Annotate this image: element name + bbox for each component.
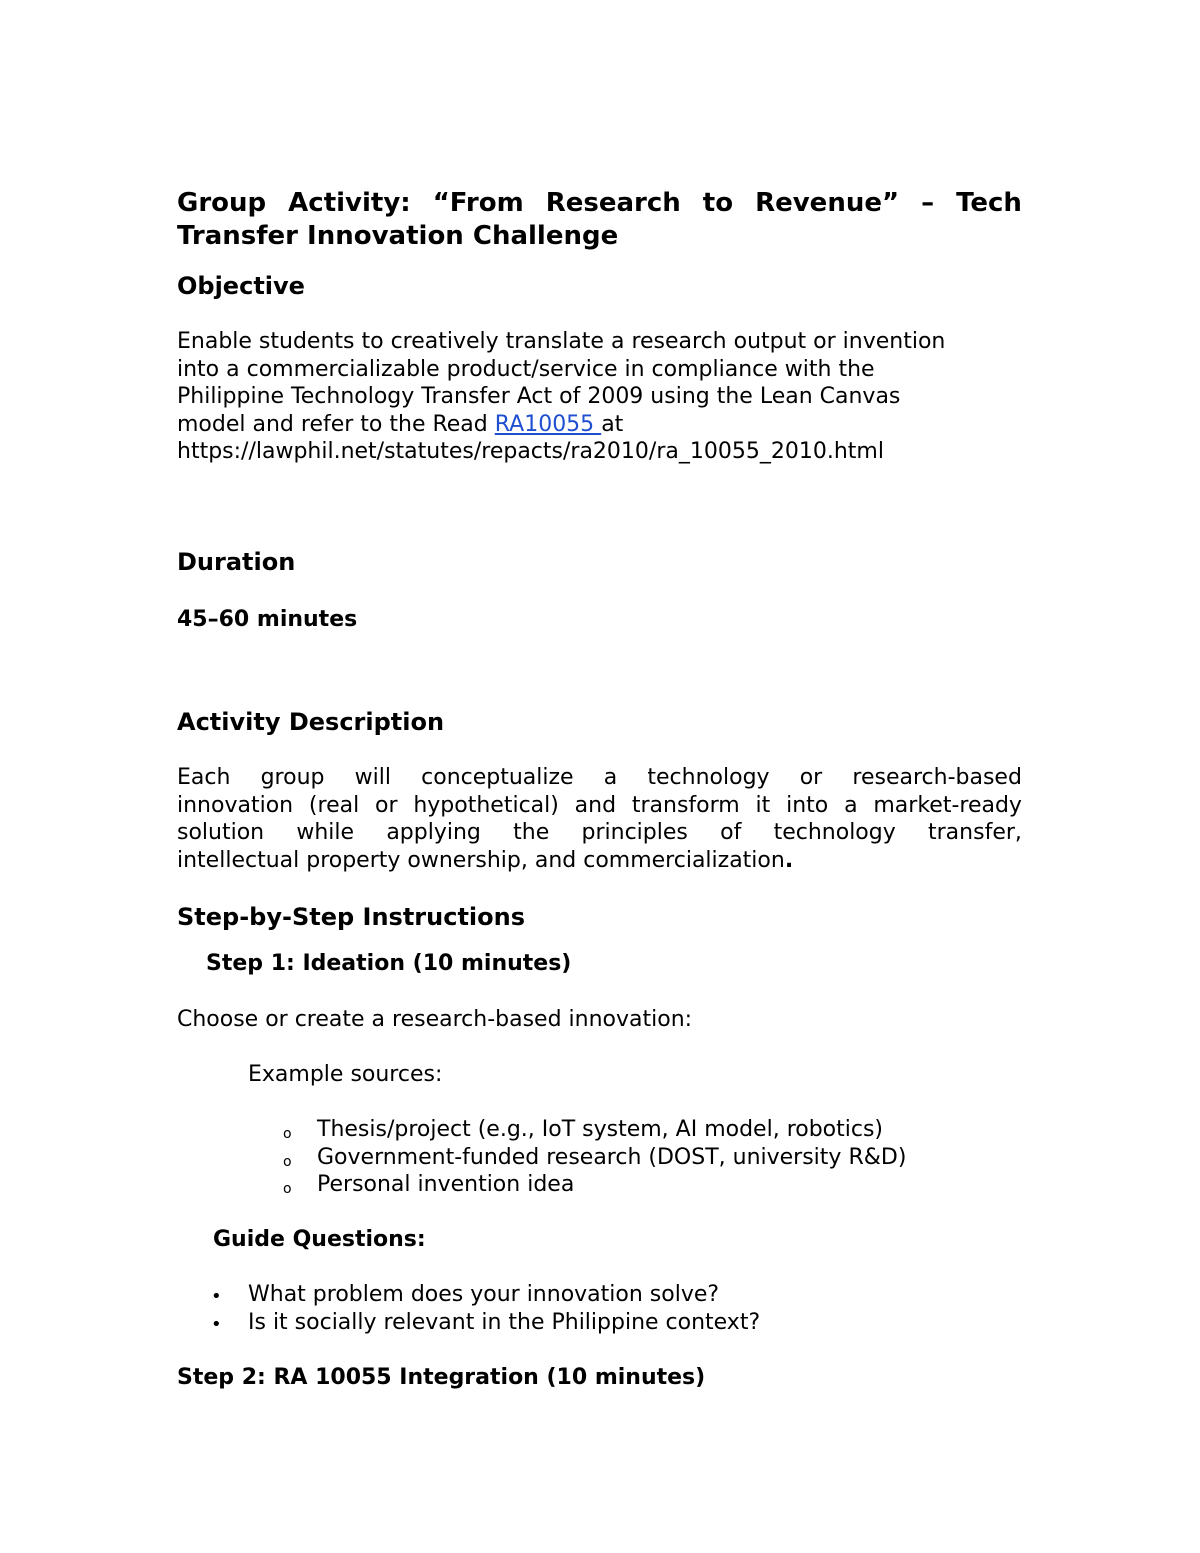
objective-line bbox=[177, 411, 945, 439]
activity-word: (real bbox=[308, 792, 360, 818]
step1-intro: Choose or create a research-based innovation: bbox=[177, 1007, 693, 1032]
title-word: Group bbox=[177, 188, 267, 218]
activity-word: technology bbox=[773, 820, 896, 846]
question-text: What problem does your innovation solve? bbox=[248, 1282, 720, 1307]
activity-word: research-based bbox=[852, 765, 1022, 790]
activity-word: hypothetical) bbox=[413, 792, 559, 818]
activity-word: while bbox=[296, 820, 355, 846]
activity-word: market-ready bbox=[873, 792, 1022, 818]
objective-line-text: at bbox=[601, 411, 624, 437]
activity-word: transform bbox=[631, 792, 740, 818]
objective-line-text: model and refer to the Read bbox=[177, 411, 495, 437]
document-title bbox=[177, 187, 1022, 253]
title-word: “From bbox=[432, 188, 524, 218]
circle-bullet-icon: o bbox=[283, 1154, 292, 1170]
activity-word: of bbox=[720, 820, 742, 846]
title-word: Research bbox=[545, 188, 681, 218]
activity-word: conceptualize bbox=[421, 765, 574, 790]
activity-word: it bbox=[755, 792, 771, 818]
activity-word: or bbox=[375, 792, 398, 818]
objective-line: into a commercializable product/service in compliance with the bbox=[177, 356, 875, 382]
guide-questions-heading: Guide Questions: bbox=[213, 1227, 426, 1252]
duration-heading: Duration bbox=[177, 548, 296, 576]
activity-heading: Activity Description bbox=[177, 708, 445, 736]
activity-line bbox=[177, 764, 1022, 792]
source-item-text: Government-funded research (DOST, university R&D) bbox=[317, 1145, 907, 1170]
title-word: Revenue” bbox=[755, 188, 900, 218]
steps-heading: Step-by-Step Instructions bbox=[177, 903, 526, 931]
objective-url: https://lawphil.net/statutes/repacts/ra2010/ra_10055_2010.html bbox=[177, 439, 884, 465]
dot-bullet-icon: • bbox=[211, 1314, 222, 1335]
activity-word: a bbox=[603, 765, 618, 790]
activity-word: principles bbox=[581, 820, 688, 846]
title-word: Activity: bbox=[288, 188, 411, 218]
activity-word: into bbox=[786, 792, 829, 818]
step2-heading: Step 2: RA 10055 Integration (10 minutes) bbox=[177, 1365, 706, 1390]
step1-heading: Step 1: Ideation (10 minutes) bbox=[206, 951, 572, 976]
activity-line-period: . bbox=[784, 847, 794, 873]
objective-text bbox=[177, 328, 945, 466]
ra10055-link[interactable]: RA10055 bbox=[494, 411, 602, 437]
activity-word: the bbox=[513, 820, 550, 846]
circle-bullet-icon: o bbox=[283, 1126, 292, 1142]
question-text: Is it socially relevant in the Philippine context? bbox=[248, 1310, 761, 1335]
activity-word: applying bbox=[386, 820, 481, 846]
activity-line bbox=[177, 847, 1022, 875]
activity-text bbox=[177, 764, 1022, 874]
title-word: Tech bbox=[956, 188, 1022, 218]
activity-word: technology bbox=[647, 765, 770, 790]
source-item-text: Thesis/project (e.g., IoT system, AI model, robotics) bbox=[317, 1117, 884, 1142]
activity-line-text: intellectual property ownership, and commercialization bbox=[177, 847, 785, 873]
title-line-1 bbox=[177, 187, 1022, 220]
activity-word: Each bbox=[177, 765, 231, 790]
objective-heading: Objective bbox=[177, 272, 305, 300]
activity-word: innovation bbox=[177, 792, 294, 818]
circle-bullet-icon: o bbox=[283, 1181, 292, 1197]
objective-line: Philippine Technology Transfer Act of 2009 using the Lean Canvas bbox=[177, 384, 901, 410]
activity-word: will bbox=[354, 765, 391, 790]
activity-word: or bbox=[799, 765, 823, 790]
dot-bullet-icon: • bbox=[211, 1286, 222, 1307]
activity-word: and bbox=[574, 792, 617, 818]
sources-label: Example sources: bbox=[248, 1062, 443, 1087]
duration-value: 45–60 minutes bbox=[177, 607, 358, 632]
activity-line bbox=[177, 819, 1022, 847]
title-line-2: Transfer Innovation Challenge bbox=[177, 221, 619, 251]
activity-word: group bbox=[260, 765, 325, 790]
objective-line: Enable students to creatively translate a research output or invention bbox=[177, 329, 946, 354]
activity-word: transfer, bbox=[928, 820, 1022, 846]
title-word: to bbox=[702, 188, 734, 218]
title-word: – bbox=[921, 188, 935, 218]
source-item-text: Personal invention idea bbox=[317, 1172, 575, 1197]
activity-word: solution bbox=[177, 820, 265, 846]
activity-line bbox=[177, 792, 1022, 820]
activity-word: a bbox=[844, 792, 858, 818]
